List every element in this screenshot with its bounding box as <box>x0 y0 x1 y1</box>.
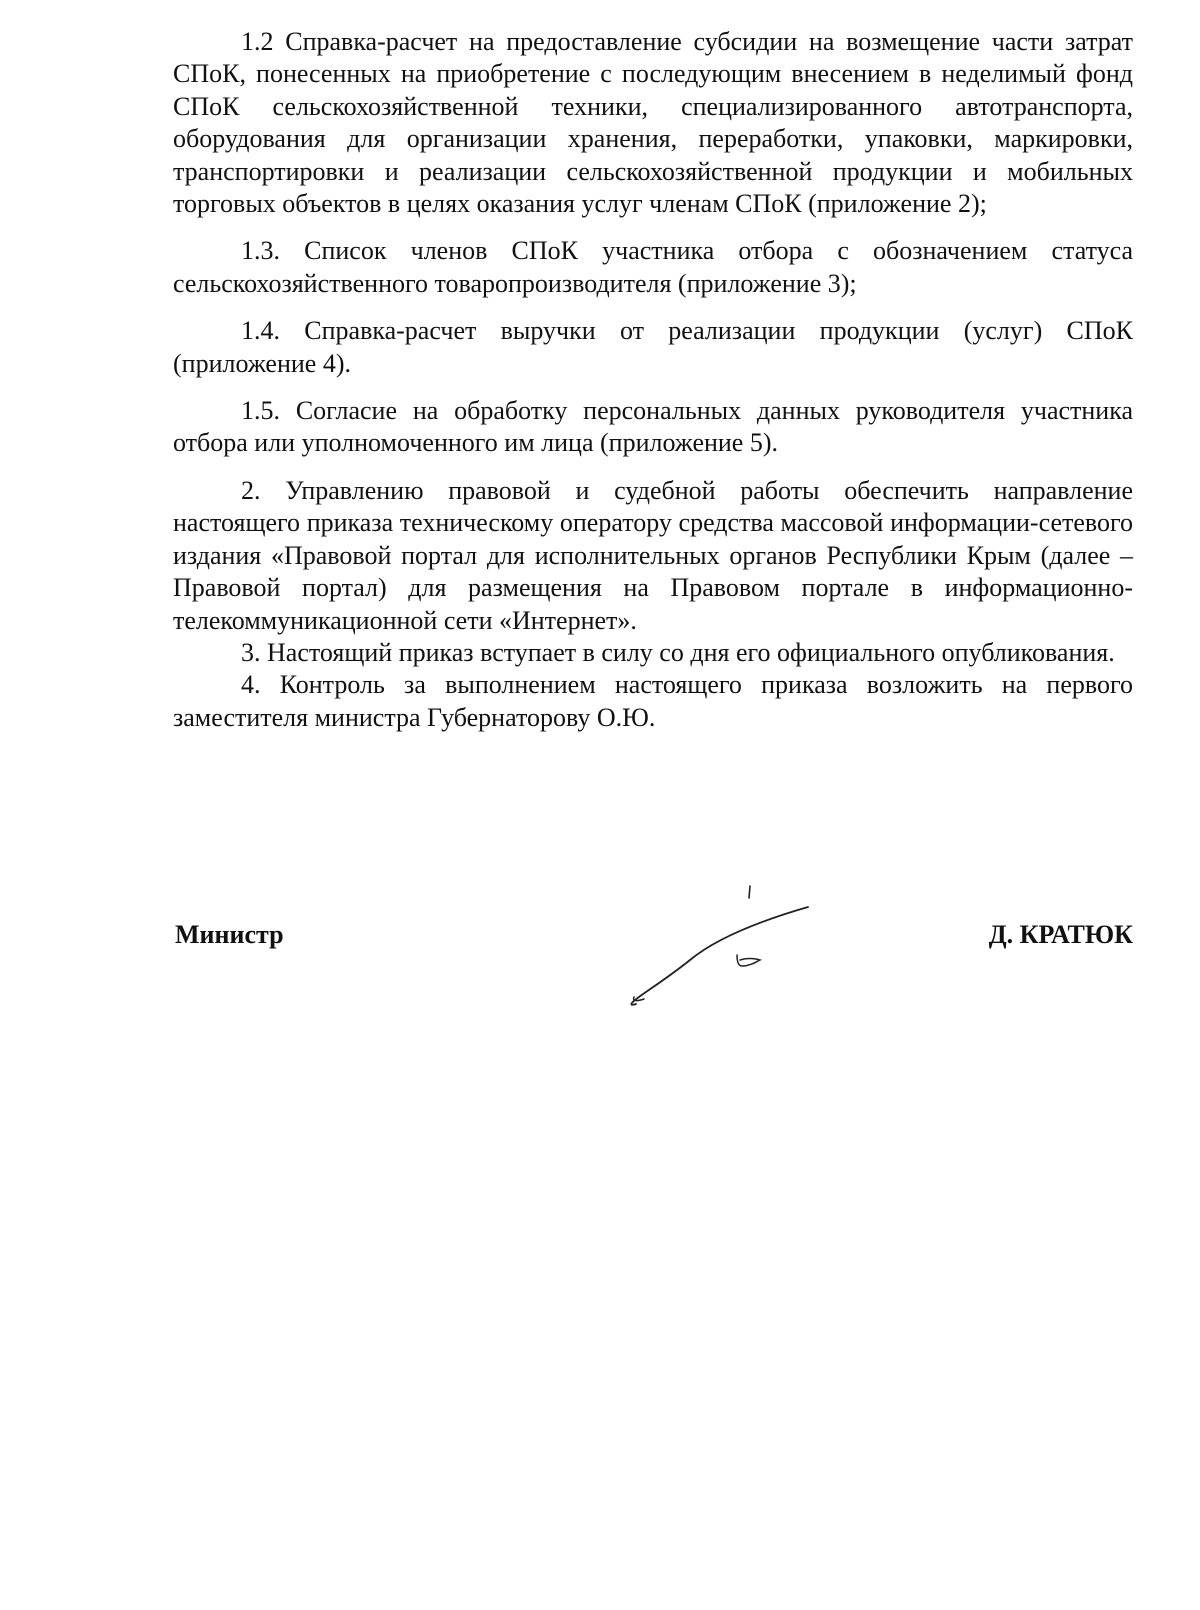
handwritten-signature <box>620 880 820 1015</box>
paragraph-2: 2. Управлению правовой и судебной работы обеспечить направление настоящего приказа техническому оператору средства массовой информации-сетевого издания «Правовой портал для исполнительных органов Республики Крым (далее – Правовой портал) для размещения на Правовом портале в информационно-телекоммуникационной сети «Интернет». <box>173 475 1133 635</box>
paragraph-1-5: 1.5. Согласие на обработку персональных данных руководителя участника отбора или уполномоченного им лица (приложение 5). <box>173 396 1133 458</box>
paragraph-1-2: 1.2 Справка-расчет на предоставление субсидии на возмещение части затрат СПоК, понесенных на приобретение с последующим внесением в неделимый фонд СПоК сельскохозяйственной техники, специализированного автотранспорта, оборудования для организации хранения, переработки, упаковки, маркировки, транспортировки и реализации сельскохозяйственной продукции и мобильных торговых объектов в целях оказания услуг членам СПоК (приложение 2); <box>173 27 1133 219</box>
paragraph-1-4: 1.4. Справка-расчет выручки от реализации продукции (услуг) СПоК (приложение 4). <box>173 316 1133 378</box>
paragraph-4: 4. Контроль за выполнением настоящего приказа возложить на первого заместителя министра Губернаторову О.Ю. <box>173 670 1133 732</box>
signatory-title: Министр <box>175 920 284 949</box>
document-body <box>173 26 1133 734</box>
paragraph-1-3: 1.3. Список членов СПоК участника отбора с обозначением статуса сельскохозяйственного товаропроизводителя (приложение 3); <box>173 236 1133 298</box>
paragraph-3: 3. Настоящий приказ вступает в силу со дня его официального опубликования. <box>241 637 1115 667</box>
signatory-name: Д. КРАТЮК <box>988 920 1133 949</box>
